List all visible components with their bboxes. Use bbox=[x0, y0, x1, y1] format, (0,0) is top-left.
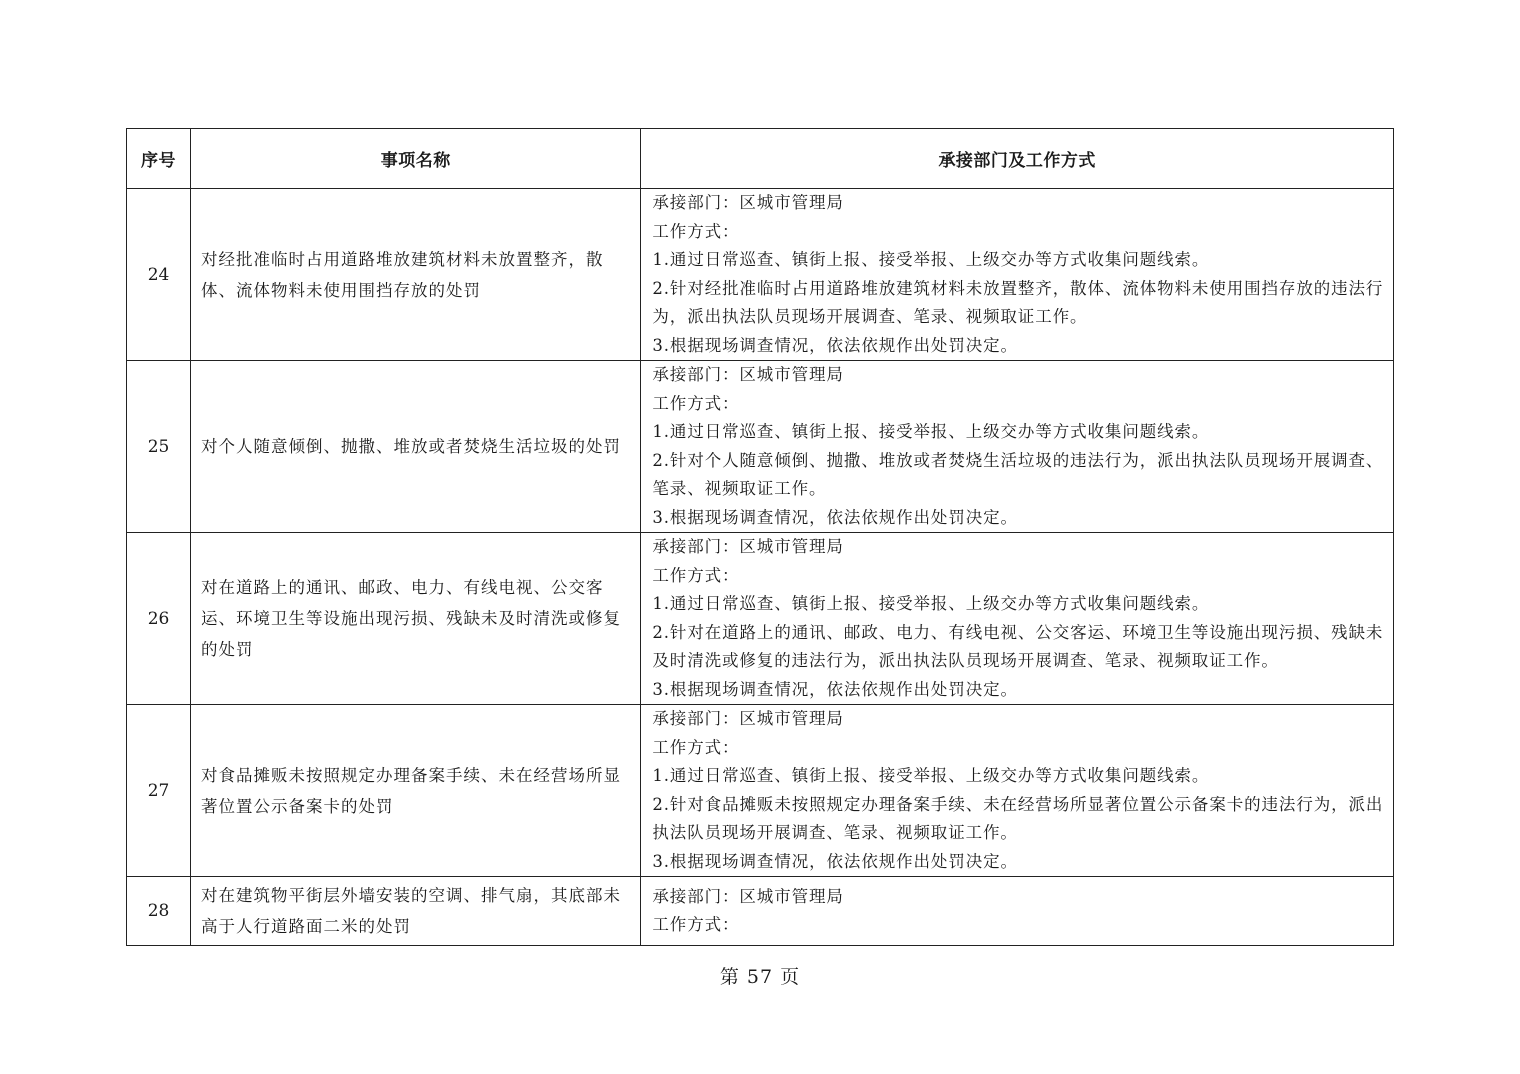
dept-method bbox=[641, 189, 1394, 361]
dept-method bbox=[641, 533, 1394, 705]
item-name: 对食品摊贩未按照规定办理备案手续、未在经营场所显著位置公示备案卡的处罚 bbox=[191, 705, 641, 877]
table-row bbox=[127, 705, 1394, 877]
dept-line: 2.针对食品摊贩未按照规定办理备案手续、未在经营场所显著位置公示备案卡的违法行为，派出执法队员现场开展调查、笔录、视频取证工作。 bbox=[652, 794, 1384, 842]
item-name: 对经批准临时占用道路堆放建筑材料未放置整齐，散体、流体物料未使用围挡存放的处罚 bbox=[191, 189, 641, 361]
header-item-name: 事项名称 bbox=[191, 129, 641, 189]
header-no: 序号 bbox=[127, 129, 191, 189]
dept-line: 3.根据现场调查情况，依法依规作出处罚决定。 bbox=[652, 851, 1018, 871]
dept-line: 工作方式： bbox=[652, 737, 740, 757]
table-header-row bbox=[127, 129, 1394, 189]
dept-line: 1.通过日常巡查、镇街上报、接受举报、上级交办等方式收集问题线索。 bbox=[652, 766, 1210, 785]
dept-line: 3.根据现场调查情况，依法依规作出处罚决定。 bbox=[652, 335, 1018, 355]
dept-line: 承接部门：区城市管理局 bbox=[652, 193, 844, 212]
dept-method bbox=[641, 361, 1394, 533]
dept-line: 承接部门：区城市管理局 bbox=[652, 365, 844, 384]
row-number: 28 bbox=[127, 877, 191, 946]
row-number: 27 bbox=[127, 705, 191, 877]
table-row bbox=[127, 189, 1394, 361]
dept-line: 2.针对在道路上的通讯、邮政、电力、有线电视、公交客运、环境卫生等设施出现污损、残缺未及时清洗或修复的违法行为，派出执法队员现场开展调查、笔录、视频取证工作。 bbox=[652, 622, 1384, 670]
dept-line: 承接部门：区城市管理局 bbox=[652, 537, 844, 556]
dept-line: 工作方式： bbox=[652, 393, 740, 413]
dept-line: 承接部门：区城市管理局 bbox=[652, 709, 844, 728]
item-name: 对在建筑物平街层外墙安装的空调、排气扇，其底部未高于人行道路面二米的处罚 bbox=[191, 877, 641, 946]
item-name: 对在道路上的通讯、邮政、电力、有线电视、公交客运、环境卫生等设施出现污损、残缺未及时清洗或修复的处罚 bbox=[191, 533, 641, 705]
item-name: 对个人随意倾倒、抛撒、堆放或者焚烧生活垃圾的处罚 bbox=[191, 361, 641, 533]
table-row bbox=[127, 877, 1394, 946]
dept-line: 2.针对经批准临时占用道路堆放建筑材料未放置整齐，散体、流体物料未使用围挡存放的违法行为，派出执法队员现场开展调查、笔录、视频取证工作。 bbox=[652, 278, 1384, 326]
dept-line: 工作方式： bbox=[652, 221, 740, 241]
dept-line: 承接部门：区城市管理局 bbox=[652, 886, 844, 906]
dept-line: 1.通过日常巡查、镇街上报、接受举报、上级交办等方式收集问题线索。 bbox=[652, 250, 1210, 269]
dept-line: 工作方式： bbox=[652, 565, 740, 585]
header-dept-method: 承接部门及工作方式 bbox=[641, 129, 1394, 189]
dept-line: 1.通过日常巡查、镇街上报、接受举报、上级交办等方式收集问题线索。 bbox=[652, 594, 1210, 613]
row-number: 25 bbox=[127, 361, 191, 533]
dept-line: 2.针对个人随意倾倒、抛撒、堆放或者焚烧生活垃圾的违法行为，派出执法队员现场开展调查、笔录、视频取证工作。 bbox=[652, 450, 1384, 498]
dept-method bbox=[641, 705, 1394, 877]
table-row bbox=[127, 361, 1394, 533]
dept-line: 1.通过日常巡查、镇街上报、接受举报、上级交办等方式收集问题线索。 bbox=[652, 422, 1210, 441]
items-table bbox=[126, 128, 1394, 946]
dept-method bbox=[641, 877, 1394, 946]
row-number: 26 bbox=[127, 533, 191, 705]
table-row bbox=[127, 533, 1394, 705]
dept-line: 工作方式： bbox=[652, 915, 740, 934]
dept-line: 3.根据现场调查情况，依法依规作出处罚决定。 bbox=[652, 679, 1018, 699]
page-number: 第 57 页 bbox=[719, 966, 801, 988]
row-number: 24 bbox=[127, 189, 191, 361]
dept-line: 3.根据现场调查情况，依法依规作出处罚决定。 bbox=[652, 507, 1018, 527]
